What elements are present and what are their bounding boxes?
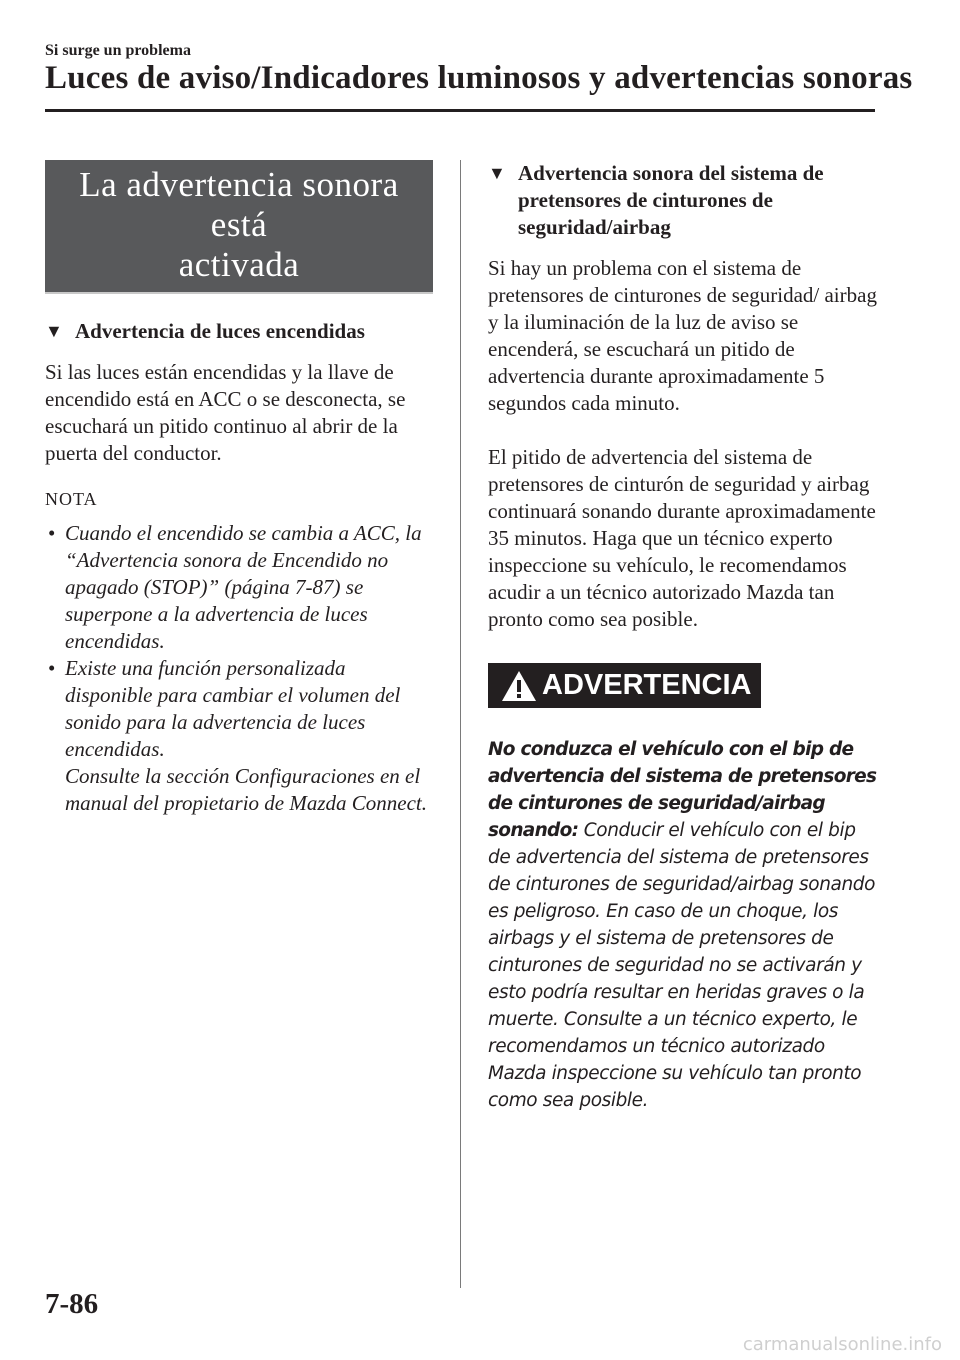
bullet-icon: •	[48, 656, 56, 680]
left-column	[45, 160, 433, 817]
warning-body-text: Conducir el vehículo con el bip de advertencia del sistema de pretensores de cinturones de seguridad/airbag sonando es peligroso. En caso de un choque, los airbags y el sistema de pretensores de cinturones de seguridad no se activarán y esto podría resultar en heridas graves o la muerte. Consulte a un técnico experto, le recomendamos un técnico autorizado Mazda inspeccione su vehículo tan pronto como sea posible.	[488, 820, 876, 1111]
warning-triangle-icon	[500, 669, 538, 703]
section-banner-line2: activada	[178, 245, 300, 284]
note-text: Existe una función personalizada disponible para cambiar el volumen del sonido para la advertencia de luces encendidas.	[65, 656, 401, 761]
warning-badge	[488, 663, 761, 708]
page-title: Luces de aviso/Indicadores luminosos y advertencias sonoras	[45, 60, 913, 96]
right-column	[488, 160, 880, 1114]
watermark: carmanualsonline.info	[742, 1334, 942, 1355]
note-item	[45, 520, 433, 655]
note-list	[45, 520, 433, 817]
section-banner-line1: La advertencia sonora está	[79, 165, 399, 244]
warning-text	[488, 736, 880, 1114]
down-triangle-icon: ▼	[488, 163, 506, 183]
section-banner	[45, 160, 433, 294]
warning-bold-text: No conduzca el vehículo con el bip de advertencia del sistema de pretensores de cinturones de seguridad/airbag sonando:	[488, 739, 877, 841]
column-divider	[460, 160, 461, 1288]
warning-label: ADVERTENCIA	[542, 669, 752, 701]
subhead-airbag-warning	[488, 160, 880, 241]
note-text: Cuando el encendido se cambia a ACC, la “Advertencia sonora de Encendido no apagado (STOP)” (página 7-87) se superpone a la advertencia de luces encendidas.	[65, 521, 422, 653]
breadcrumb: Si surge un problema	[45, 42, 191, 59]
header-rule	[45, 109, 875, 112]
subhead-airbag-warning-text: Advertencia sonora del sistema de pretensores de cinturones de seguridad/airbag	[518, 161, 824, 239]
airbag-paragraph-1: Si hay un problema con el sistema de pretensores de cinturones de seguridad/ airbag y la iluminación de la luz de aviso se encenderá, se escuchará un pitido de advertencia durante aproximadamente 5 segundos cada minuto.	[488, 256, 877, 415]
note-label: NOTA	[45, 489, 98, 509]
airbag-paragraph-2: El pitido de advertencia del sistema de pretensores de cinturón de seguridad y airbag continuará sonando durante aproximadamente 35 minutos. Haga que un técnico experto inspeccione su vehículo, le recomendamos acudir a un técnico autorizado Mazda tan pronto como sea posible.	[488, 445, 876, 631]
page-number: 7-86	[45, 1288, 99, 1320]
subhead-light-warning	[45, 318, 433, 345]
note-extra-text: Consulte la sección Configuraciones en el manual del propietario de Mazda Connect.	[65, 764, 428, 815]
subhead-light-warning-text: Advertencia de luces encendidas	[75, 319, 365, 343]
down-triangle-icon: ▼	[45, 321, 63, 341]
note-item	[45, 655, 433, 817]
bullet-icon: •	[48, 521, 56, 545]
light-warning-body: Si las luces están encendidas y la llave de encendido está en ACC o se desconecta, se escuchará un pitido continuo al abrir de la puerta del conductor.	[45, 360, 406, 465]
